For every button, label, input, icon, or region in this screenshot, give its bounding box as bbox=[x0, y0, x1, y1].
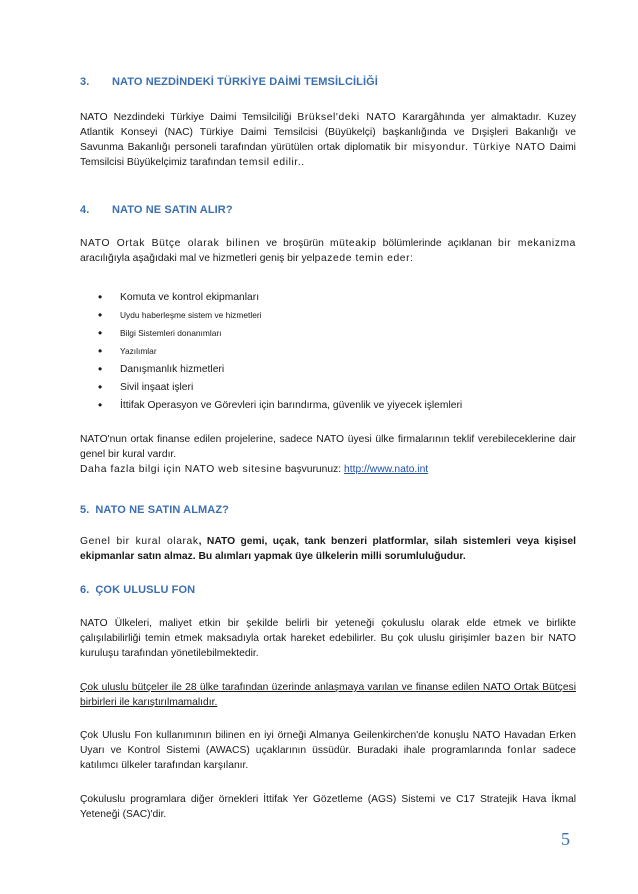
text-run: Daimi Temsilcisi Büyükelçimiz tarafından bbox=[80, 142, 576, 168]
text-run: . bbox=[301, 157, 305, 168]
text-run: NATO kuruluşu tarafından yönetilebilmektedir. bbox=[80, 633, 576, 659]
section-5-title: NATO NE SATIN ALMAZ? bbox=[95, 504, 229, 516]
text-run: Brüksel'deki NATO bbox=[297, 112, 397, 123]
text-run: fonlar bbox=[507, 745, 537, 756]
section-3-title: NATO NEZDİNDEKİ TÜRKİYE DAİMİ TEMSİLCİLİĞİ bbox=[112, 76, 378, 88]
section-4-heading bbox=[80, 204, 233, 216]
section-3-paragraph bbox=[80, 110, 576, 170]
section-6-paragraph-4: Çokuluslu programlara diğer örnekleri İttifak Yer Gözetleme (AGS) Sistemi ve C17 Stratejik Hava İkmal Yeteneği (SAC)'dir. bbox=[80, 794, 576, 820]
list-item: • Komuta ve kontrol ekipmanları bbox=[80, 290, 576, 305]
text-run: NATO Ülkeleri, maliyet etkin bir şekilde belirli bir yeteneği çokuluslu olarak elde etmek ve birlikte çalışılabilirliği temin etmek maksadıyla ortak hareket edebilirler. Bu çok uluslu girişimler bbox=[80, 618, 576, 644]
text-run: bölümlerinde açıklanan bbox=[382, 238, 492, 249]
section-6-paragraph-3 bbox=[80, 728, 576, 773]
text-run: , NATO gemi, uçak, tank benzeri platformlar, silah sistemleri veya kişisel ekipmanlar satın almaz. Bu alımları yapmak üye ülkelerin milli sorumluluğudur. bbox=[80, 536, 576, 562]
procurement-list bbox=[80, 290, 576, 416]
text-run: Çok Uluslu Fon kullanımının bilinen en iyi örneği Almanya Geilenkirchen'de konuşlu NATO Havadan Erken Uyarı ve Kontrol Sistemi (AWACS) uçaklarının üssüdür. Buradaki ihale programlarında bbox=[80, 730, 576, 756]
section-5-heading bbox=[80, 504, 229, 516]
text-run: bazen bir bbox=[494, 633, 544, 644]
section-5-paragraph bbox=[80, 534, 576, 564]
section-6-heading bbox=[80, 584, 195, 596]
text-run: başvurunuz: bbox=[285, 464, 342, 475]
section-4-rule-paragraph: NATO'nun ortak finanse edilen projelerine, sadece NATO üyesi ülke firmalarının teklif verebileceklerine dair genel bir kural vardır. bbox=[80, 434, 576, 460]
list-item: • İttifak Operasyon ve Görevleri için barındırma, güvenlik ve yiyecek işlemleri bbox=[80, 398, 576, 413]
list-item: • Bilgi Sistemleri donanımları bbox=[80, 326, 576, 341]
text-run: müteakip bbox=[329, 238, 377, 249]
text-run: pazede temin eder: bbox=[314, 253, 414, 264]
page-number: 5 bbox=[561, 829, 570, 849]
section-4-more-info bbox=[80, 462, 428, 477]
section-4-paragraph bbox=[80, 236, 576, 266]
section-3-number: 3. bbox=[80, 76, 90, 88]
list-item: • Uydu haberleşme sistem ve hizmetleri bbox=[80, 308, 576, 323]
section-4-number: 4. bbox=[80, 204, 90, 216]
text-run: ve broşürün bbox=[266, 238, 324, 249]
text-run: Genel bir kural olarak bbox=[80, 536, 199, 547]
list-item: • Danışmanlık hizmetleri bbox=[80, 362, 576, 377]
text-run: bir mekanizma bbox=[497, 238, 576, 249]
section-6-paragraph-2: Çok uluslu bütçeler ile 28 ülke tarafından üzerinde anlaşmaya varılan ve finanse edilen NATO Ortak Bütçesi birbirleri ile karıştırılmamalıdır. bbox=[80, 682, 576, 708]
text-run: NATO Ortak Bütçe olarak bilinen bbox=[80, 238, 261, 249]
section-3-heading bbox=[80, 76, 378, 88]
section-6-title: ÇOK ULUSLU FON bbox=[95, 584, 196, 596]
text-run: Daha fazla bilgi için NATO web sitesine bbox=[80, 464, 283, 475]
text-run: bir misyondur. Türkiye NATO bbox=[394, 142, 546, 153]
text-run: aracılığıyla aşağıdaki mal ve hizmetleri geniş bir yel bbox=[80, 253, 315, 264]
list-item: • Yazılımlar bbox=[80, 344, 576, 359]
text-run: sadece katılımcı ülkeler tarafından karşılanır. bbox=[80, 745, 576, 771]
nato-website-link[interactable]: http://www.nato.int bbox=[344, 464, 429, 475]
text-run: temsil edilir. bbox=[239, 157, 302, 168]
text-run: Karargâhında yer almaktadır. Kuzey Atlantik Konseyi (NAC) Türkiye Daimi Temsilcisi (Büyükelçi) başkanlığında ve Dışişleri Bakanlığı ve Savunma Bakanlığı personeli tarafından yürütülen ortak diplomatik bbox=[80, 112, 576, 153]
section-6-paragraph-1 bbox=[80, 616, 576, 661]
section-5-number: 5. bbox=[80, 504, 90, 516]
section-6-number: 6. bbox=[80, 584, 90, 596]
section-4-title: NATO NE SATIN ALIR? bbox=[112, 204, 233, 216]
text-run: NATO Nezdindeki Türkiye Daimi Temsilciliği bbox=[80, 112, 292, 123]
list-item: • Sivil inşaat işleri bbox=[80, 380, 576, 395]
